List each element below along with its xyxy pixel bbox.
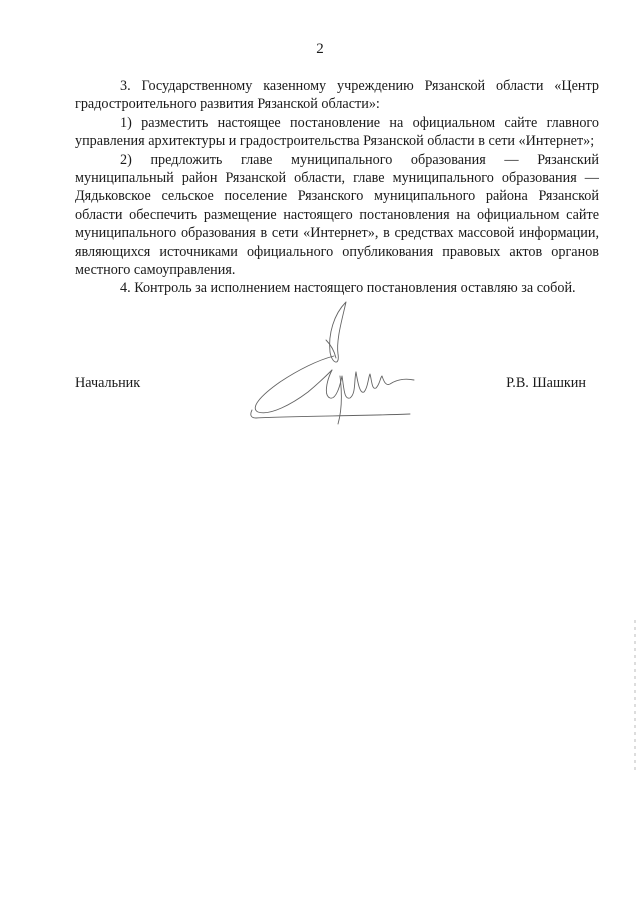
- signatory-name: Р.В. Шашкин: [506, 375, 586, 391]
- page-number: 2: [316, 41, 324, 57]
- signatory-title: Начальник: [75, 375, 141, 391]
- paragraph-item-4: 4. Контроль за исполнением настоящего постановления оставляю за собой.: [120, 280, 576, 297]
- document-body: [75, 77, 599, 298]
- paragraph-subitem-1: 1) разместить настоящее постановление на официальном сайте главного управления архитектуры и градостроительства Рязанской области в сети «Интернет»;: [75, 114, 599, 150]
- paragraph-item-3: 3. Государственному казенному учреждению Рязанской области «Центр градостроительного развития Рязанской области»:: [75, 78, 599, 113]
- signature-block: [75, 374, 599, 414]
- scan-edge-mark: [634, 620, 636, 770]
- paragraph-subitem-2: 2) предложить главе муниципального образования — Рязанский муниципальный район Рязанской области, главе муниципального образования — Дядьковское сельское поселение Рязанского муниципального района Рязанской области обеспечить размещение настоящего постановления на официальном сайте муниципального образования в сети «Интернет», в средствах массовой информации, являющихся источниками официального опубликования правовых актов органов местного самоуправления.: [75, 151, 599, 279]
